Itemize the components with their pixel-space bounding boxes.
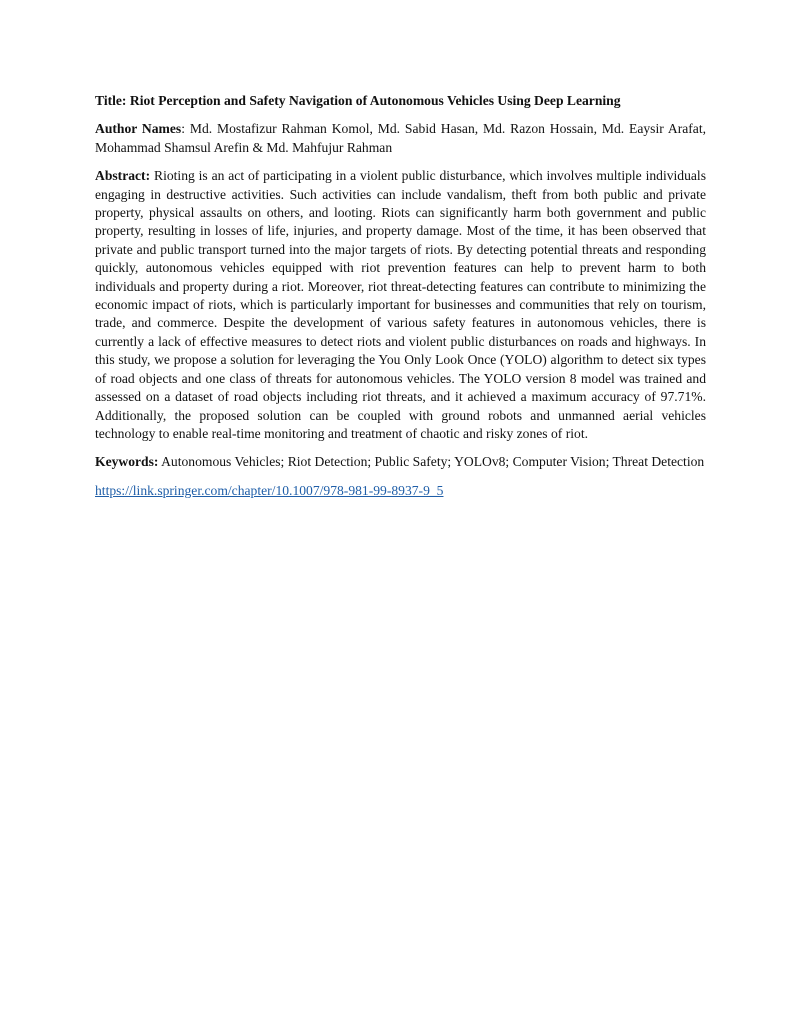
- paper-title: Riot Perception and Safety Navigation of Autonomous Vehicles Using Deep Learning: [129, 93, 621, 108]
- keywords-paragraph: [95, 453, 706, 471]
- keywords-label: Keywords:: [95, 454, 159, 470]
- link-paragraph: [95, 482, 706, 500]
- document-page: [95, 92, 706, 510]
- authors-list: : Md. Mostafizur Rahman Komol, Md. Sabid Hasan, Md. Razon Hossain, Md. Eaysir Arafat, Mohammad Shamsul Arefin & Md. Mahfujur Rahman: [95, 121, 707, 155]
- authors-paragraph: [95, 120, 706, 157]
- authors-label: Author Names: [95, 121, 182, 137]
- springer-chapter-link[interactable]: https://link.springer.com/chapter/10.1007/978-981-99-8937-9_5: [95, 482, 444, 498]
- abstract-text: Rioting is an act of participating in a violent public disturbance, which involves multiple individuals engaging in destructive activities. Such activities can include vandalism, theft from both public and private property, physical assaults on others, and looting. Riots can significantly harm both government and public property, resulting in losses of life, injuries, and property damage. Most of the time, it has been observed that private and public transport turned into the major targets of riots. By detecting potential threats and responding quickly, autonomous vehicles equipped with riot prevention features can help to prevent harm to both individuals and property during a riot. Moreover, riot threat-detecting features can contribute to minimizing the economic impact of riots, which is particularly important for businesses and communities that rely on tourism, trade, and commerce. Despite the development of various safety features in autonomous vehicles, there is currently a lack of effective measures to detect riots and violent public disturbances on roads and highways. In this study, we propose a solution for leveraging the You Only Look Once (YOLO) algorithm to detect six types of road objects and one class of threats for autonomous vehicles. The YOLO version 8 model was trained and assessed on a dataset of road objects including riot threats, and it achieved a maximum accuracy of 97.71%. Additionally, the proposed solution can be coupled with ground robots and unmanned aerial vehicles technology to enable real-time monitoring and treatment of chaotic and risky zones of riot.: [95, 168, 706, 441]
- title-paragraph: [95, 92, 706, 110]
- keywords-list: Autonomous Vehicles; Riot Detection; Public Safety; YOLOv8; Computer Vision; Threat Detection: [161, 454, 705, 470]
- abstract-paragraph: [95, 167, 706, 443]
- title-label: Title:: [95, 93, 127, 108]
- abstract-label: Abstract:: [95, 168, 151, 184]
